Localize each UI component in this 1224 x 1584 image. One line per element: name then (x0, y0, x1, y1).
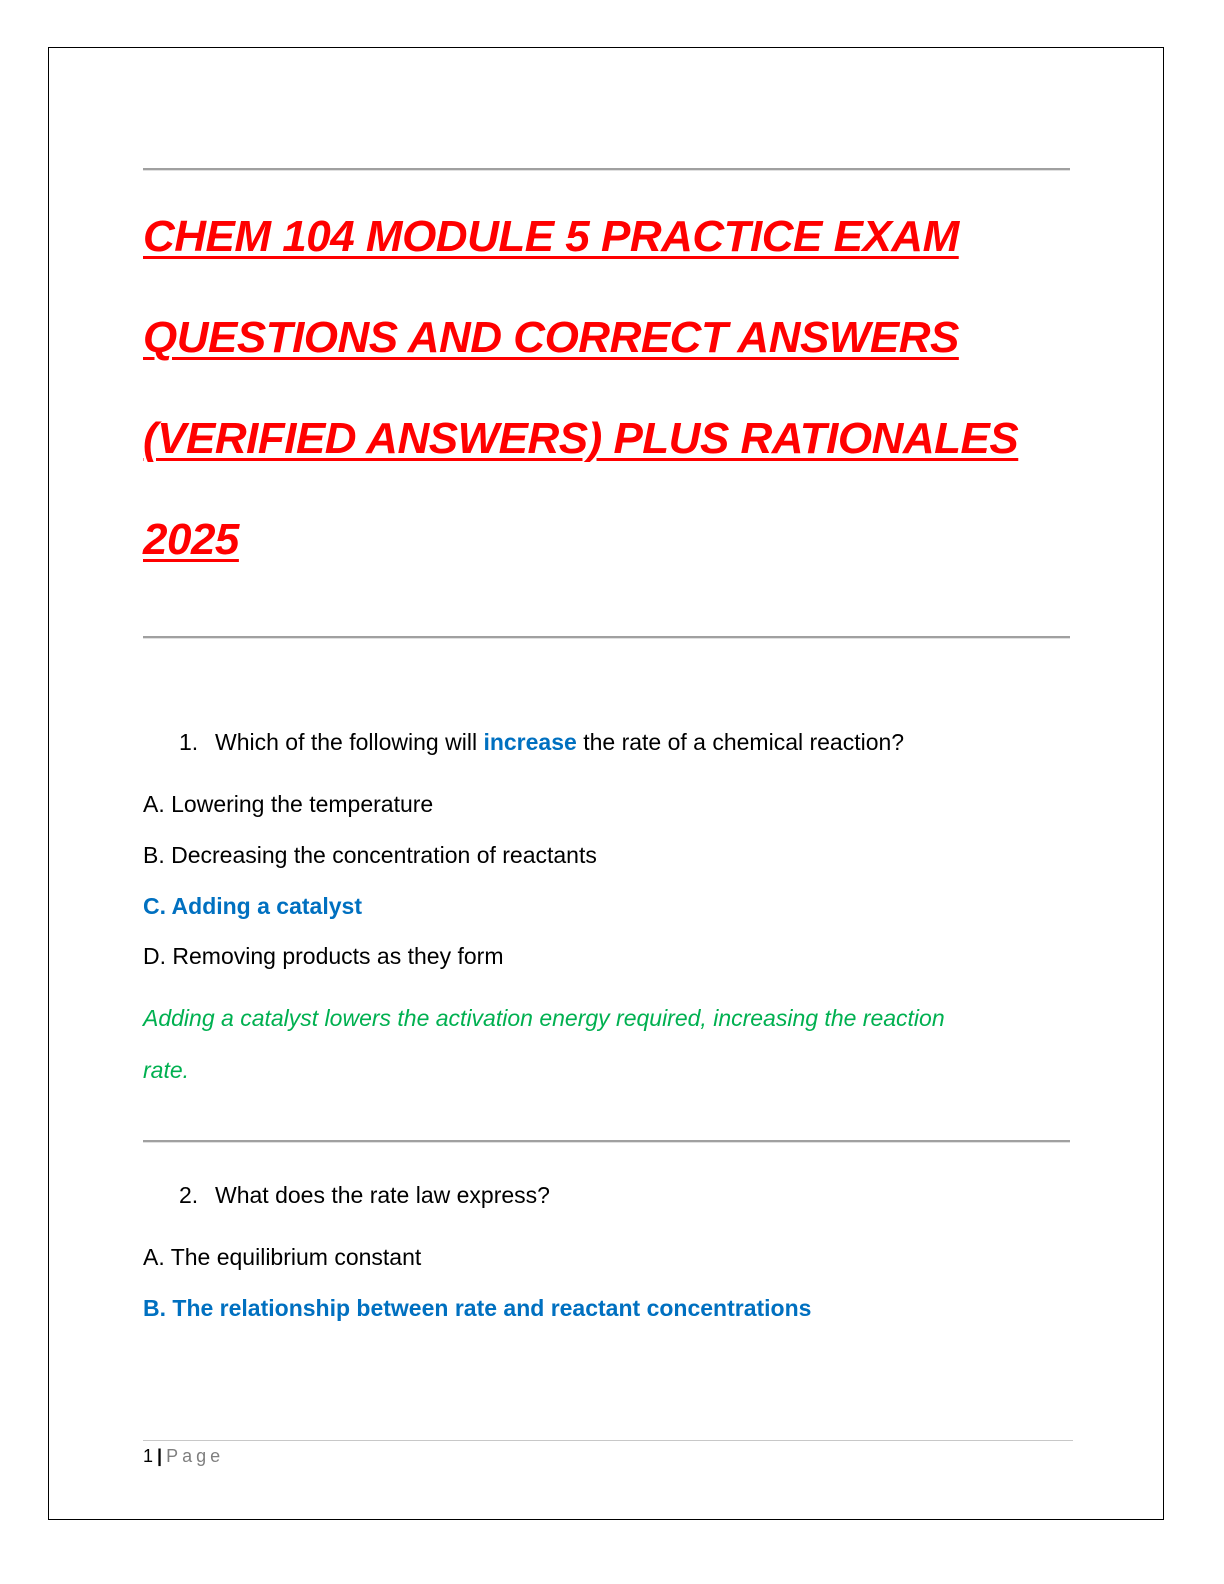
question-prompt-text: Which of the following will (215, 729, 484, 755)
question-number: 1. (179, 729, 199, 755)
question-1-rationale-line-1: Adding a catalyst lowers the activation energy required, increasing the reaction (143, 1005, 945, 1031)
question-1-rationale-line-2: rate. (143, 1057, 190, 1083)
question-1-prompt (179, 729, 904, 756)
page-separator: | (157, 1446, 163, 1466)
question-1-option-b: B. Decreasing the concentration of reactants (143, 842, 597, 868)
question-1-option-a: A. Lowering the temperature (143, 791, 434, 817)
title-bottom-divider (143, 636, 1070, 639)
question-1-option-c-correct: C. Adding a catalyst (143, 893, 362, 919)
question-2-option-a: A. The equilibrium constant (143, 1244, 422, 1270)
footer-divider (143, 1440, 1073, 1441)
page-number: 1 (143, 1446, 154, 1466)
question-prompt-text: What does the rate law express? (215, 1182, 550, 1208)
document-title-line-3: (VERIFIED ANSWERS) PLUS RATIONALES (143, 414, 1019, 463)
question-prompt-text-end: the rate of a chemical reaction? (576, 729, 905, 755)
question-keyword-highlight: increase (483, 729, 577, 755)
title-top-divider (143, 168, 1070, 171)
document-title-line-4: 2025 (143, 515, 239, 564)
question-1-option-d: D. Removing products as they form (143, 943, 504, 969)
question-2-option-b-correct: B. The relationship between rate and reactant concentrations (143, 1295, 812, 1321)
question-divider (143, 1140, 1070, 1143)
page-label: Page (166, 1446, 225, 1466)
document-title-line-1: CHEM 104 MODULE 5 PRACTICE EXAM (143, 212, 959, 261)
question-2-prompt (179, 1182, 550, 1209)
document-title-line-2: QUESTIONS AND CORRECT ANSWERS (143, 313, 959, 362)
page-footer (143, 1446, 224, 1467)
question-number: 2. (179, 1182, 199, 1208)
